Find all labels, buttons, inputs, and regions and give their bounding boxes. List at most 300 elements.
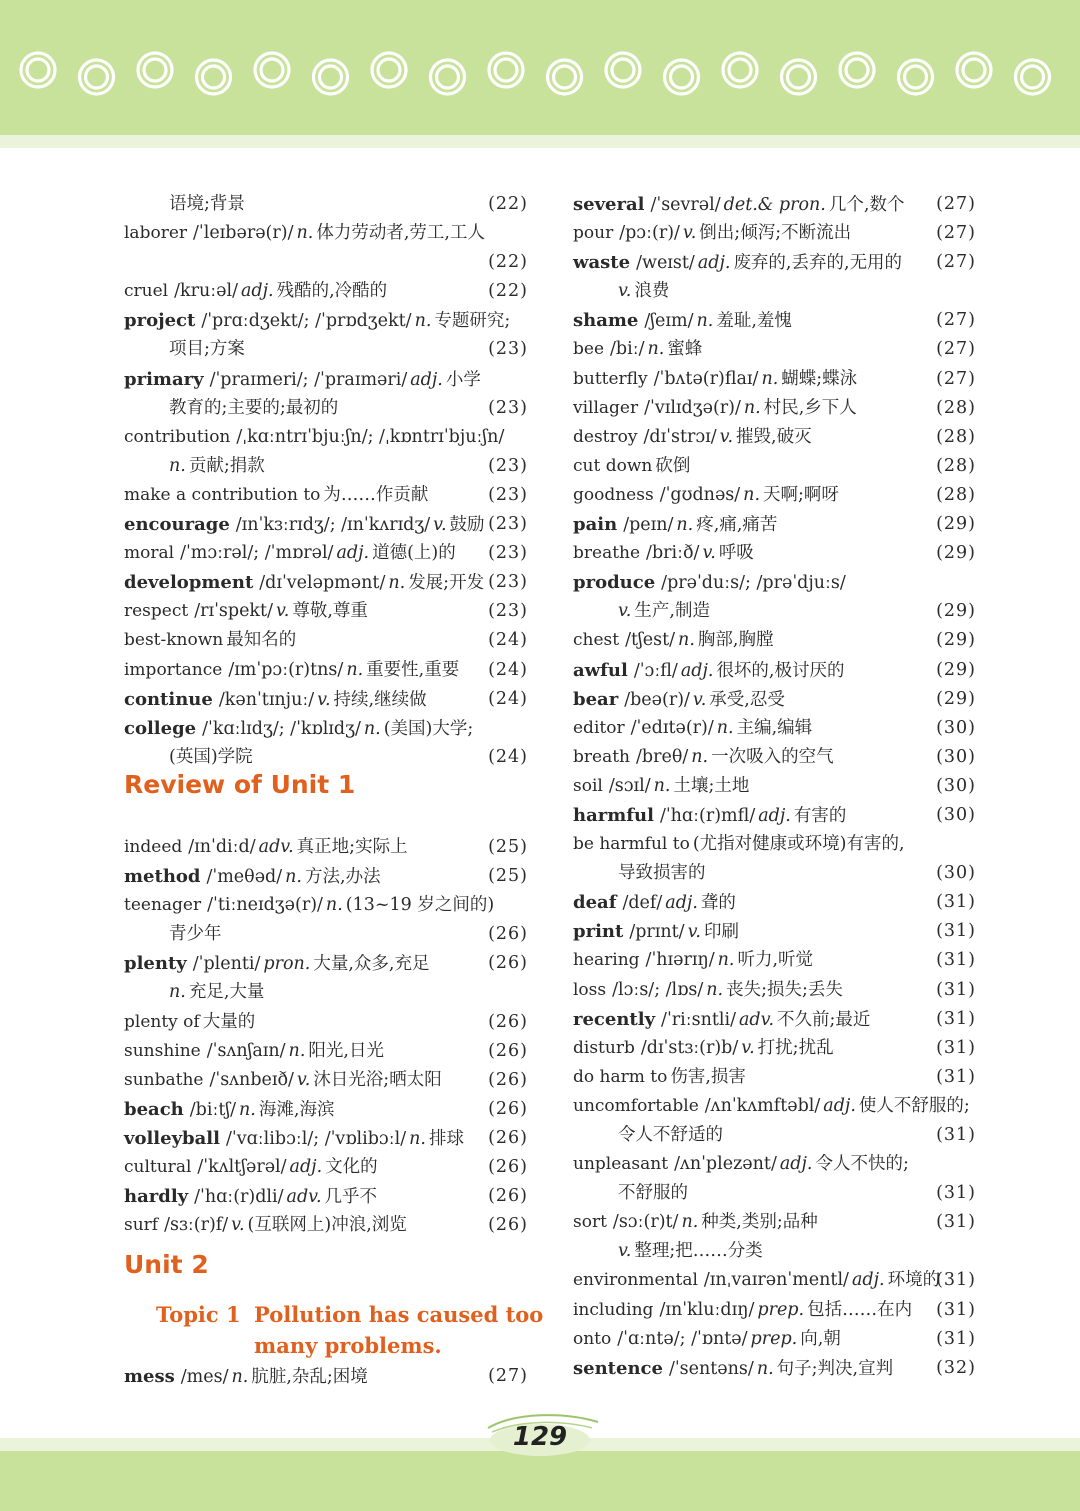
vocab-entry [124, 306, 528, 335]
vocab-entry [573, 510, 976, 539]
entry-part-of-speech: prep. [757, 1299, 805, 1320]
vocab-entry [573, 248, 976, 277]
entry-definition: 专题研究; [434, 311, 511, 332]
entry-definition: 发展;开发 [408, 573, 485, 594]
entry-definition: 摧毁,破灭 [736, 426, 812, 447]
entry-word: disturb [573, 1037, 635, 1058]
entry-continuation [124, 190, 528, 219]
entry-word: harmful [573, 804, 654, 826]
entry-word: recently [573, 1008, 656, 1030]
entry-definition: 教育的;主要的;最初的 [169, 397, 339, 418]
vocab-entry [573, 1208, 976, 1237]
entry-word: bee [573, 339, 605, 360]
entry-part-of-speech: v. [275, 601, 290, 622]
entry-page-ref: (31) [936, 1037, 976, 1058]
entry-definition: (13~19 岁之间的) [345, 895, 495, 916]
entry-word: primary [124, 368, 204, 390]
entry-word: pain [573, 514, 618, 536]
entry-word: continue [124, 688, 213, 710]
entry-page-ref: (31) [936, 1183, 976, 1204]
entry-word: sunbathe [124, 1069, 204, 1090]
entry-page-ref: (30) [936, 804, 976, 825]
vocab-entry [573, 1266, 976, 1295]
review-entries [124, 833, 528, 1240]
ring-ornament-icon [723, 53, 757, 87]
entry-page-ref: (30) [936, 746, 976, 767]
entry-definition: 砍倒 [655, 455, 691, 476]
entry-word: do harm to [573, 1066, 668, 1087]
entry-phonetic: /tʃest/ [625, 630, 676, 651]
entry-word: teenager [124, 895, 202, 916]
entry-definition: 体力劳动者,劳工,工人 [316, 223, 485, 244]
entry-part-of-speech: adj. [240, 281, 274, 302]
entry-definition: 浪费 [634, 281, 670, 302]
entry-page-ref: (22) [488, 252, 528, 273]
topic-label: Topic 1 [156, 1302, 241, 1327]
vocab-entry [124, 365, 528, 394]
entry-word: cultural [124, 1157, 192, 1178]
entry-definition: 种类,类别;品种 [701, 1212, 818, 1233]
entry-definition: 最知名的 [226, 630, 297, 651]
entry-page-ref: (26) [488, 1011, 528, 1032]
entry-continuation [124, 394, 528, 423]
vocab-entry [124, 1182, 528, 1211]
decorative-rings [0, 0, 1080, 135]
entry-phonetic: /ˈɔːfl/ [633, 660, 678, 681]
entry-definition: 语境;背景 [169, 194, 245, 214]
entry-page-ref: (27) [936, 310, 976, 331]
entry-page-ref: (27) [936, 194, 976, 214]
page-number: 129 [512, 1422, 568, 1452]
entry-continuation [124, 452, 528, 481]
entry-phonetic: /ˈhɑː(r)mfl/ [659, 805, 756, 826]
vocab-entry [573, 917, 976, 946]
entry-page-ref: (29) [936, 601, 976, 622]
entry-continuation [124, 743, 528, 772]
entry-page-ref: (28) [936, 484, 976, 505]
entry-page-ref: (31) [936, 979, 976, 1000]
entry-definition: 令人不舒适的 [618, 1125, 723, 1145]
entry-page-ref: (23) [488, 484, 528, 505]
entry-word: encourage [124, 514, 230, 536]
entry-part-of-speech: n. [285, 867, 302, 888]
entry-part-of-speech: n. [388, 573, 406, 594]
vocab-entry [124, 862, 528, 891]
entry-page-ref: (27) [488, 1366, 528, 1386]
entry-page-ref: (25) [488, 837, 528, 857]
entry-page-ref: (26) [488, 1127, 528, 1148]
entry-word: villager [573, 397, 639, 418]
entry-word: butterfly [573, 368, 648, 389]
vocab-entry [573, 190, 976, 219]
vocab-entry [124, 1066, 528, 1095]
entry-definition: 青少年 [169, 924, 222, 945]
entry-page-ref: (31) [936, 921, 976, 942]
entry-definition: 蜜蜂 [667, 339, 703, 360]
entry-definition: 几个,数个 [828, 195, 905, 215]
entry-continuation [124, 920, 528, 949]
entry-word: editor [573, 717, 625, 738]
vocab-entry [573, 976, 976, 1005]
vocab-entry [573, 1296, 976, 1325]
entry-part-of-speech: prep. [750, 1328, 798, 1349]
entry-page-ref: (31) [936, 1008, 976, 1029]
vocab-entry [573, 1063, 976, 1092]
entry-part-of-speech: n. [678, 630, 695, 651]
entry-page-ref: (27) [936, 223, 976, 244]
entry-word: onto [573, 1328, 612, 1349]
right-column [573, 190, 976, 1383]
ring-ornament-icon [21, 53, 55, 87]
entry-page-ref: (31) [936, 1328, 976, 1349]
vocab-entry [124, 626, 528, 655]
vocab-entry [573, 452, 976, 481]
entry-page-ref: (31) [936, 1212, 976, 1233]
entry-word: produce [573, 572, 656, 594]
entry-part-of-speech: n. [706, 979, 724, 1000]
entry-part-of-speech: n. [296, 223, 314, 244]
entry-page-ref: (28) [936, 426, 976, 447]
entry-phonetic: /ˈprɑːdʒekt/; /ˈprɒdʒekt/ [201, 311, 412, 332]
entry-page-ref: (22) [488, 194, 528, 214]
entry-definition: 方法,办法 [305, 867, 381, 888]
entry-phonetic: /briːð/ [646, 543, 700, 564]
entry-part-of-speech: n. [653, 775, 671, 796]
entry-page-ref: (31) [936, 1270, 976, 1291]
entry-phonetic: /ˈtiːneɪdʒə(r)/ [207, 895, 323, 916]
entry-word: be harmful to [573, 834, 690, 855]
entry-phonetic: /prɪnt/ [629, 922, 685, 943]
ring-ornament-icon [899, 60, 933, 94]
vocab-entry [573, 830, 976, 859]
entry-definition: 鼓励 [449, 515, 485, 536]
entry-page-ref: (26) [488, 1040, 528, 1061]
entry-continuation [573, 1237, 976, 1266]
entry-word: mess [124, 1366, 175, 1387]
entry-continuation [573, 1179, 976, 1208]
entry-word: soil [573, 775, 603, 796]
vocab-entry [124, 1008, 528, 1037]
entry-word: moral [124, 543, 175, 564]
entry-phonetic: /mes/ [180, 1367, 229, 1387]
entry-definition: (互联网上)冲浪,浏览 [247, 1215, 407, 1236]
entry-definition: 充足,大量 [188, 982, 265, 1003]
entry-part-of-speech: v. [433, 515, 447, 536]
entry-phonetic: /ʌnˈplezənt/ [674, 1154, 777, 1175]
entry-phonetic: /ˈmɔːrəl/; /ˈmɒrəl/ [180, 543, 334, 564]
entry-continuation [124, 978, 528, 1007]
entry-part-of-speech: n. [346, 659, 364, 680]
entry-part-of-speech: pron. [263, 954, 311, 975]
entry-part-of-speech: v. [618, 281, 632, 302]
vocab-entry [573, 626, 976, 655]
entry-continuation [573, 597, 976, 626]
unit2-entries [124, 1362, 528, 1391]
entry-word: breath [573, 746, 630, 767]
entry-page-ref: (26) [488, 1157, 528, 1178]
entry-word: indeed [124, 837, 183, 857]
entry-page-ref: (27) [936, 339, 976, 360]
entry-part-of-speech: adj. [665, 893, 698, 914]
entry-word: shame [573, 310, 639, 332]
entry-part-of-speech: n. [647, 339, 665, 360]
entry-page-ref: (28) [936, 455, 976, 476]
vocab-entry [124, 656, 528, 685]
vocab-entry [573, 685, 976, 714]
entry-definition: 真正地;实际上 [296, 837, 408, 857]
entry-definition: 听力,听觉 [737, 950, 814, 971]
entry-definition: 倒出;倾泻;不断流出 [699, 223, 852, 244]
vocab-list-unit1 [124, 190, 528, 772]
entry-phonetic: /biː/ [610, 339, 645, 360]
vocab-entry [573, 306, 976, 335]
entry-definition: 残酷的,冷酷的 [276, 281, 388, 302]
entry-definition: 打扰;扰乱 [757, 1037, 834, 1058]
entry-page-ref: (29) [936, 688, 976, 709]
ring-ornament-icon [431, 60, 465, 94]
entry-word: importance [124, 659, 223, 680]
entry-word: pour [573, 223, 614, 244]
entry-continuation [573, 1121, 976, 1150]
entry-phonetic: /ˈplenti/ [192, 954, 261, 975]
entry-part-of-speech: adv. [739, 1009, 775, 1030]
entry-word: breathe [573, 543, 641, 564]
entry-part-of-speech: n. [691, 746, 709, 767]
entry-definition: 废弃的,丢弃的,无用的 [733, 253, 903, 274]
entry-part-of-speech: adj. [697, 253, 731, 274]
entry-definition: 小学 [445, 369, 481, 390]
entry-phonetic: /ˈpraɪmeri/; /ˈpraɪməri/ [209, 369, 408, 390]
entry-phonetic: /ˈvɑːlibɔːl/; /ˈvɒlibɔːl/ [225, 1128, 407, 1149]
entry-part-of-speech: v. [317, 689, 331, 710]
vocab-entry [124, 891, 528, 920]
entry-word: cruel [124, 281, 169, 302]
entry-part-of-speech: adj. [336, 543, 370, 564]
entry-definition: 项目;方案 [169, 339, 245, 360]
entry-word: chest [573, 630, 620, 651]
entry-page-ref: (27) [936, 368, 976, 389]
vocab-entry [124, 539, 528, 568]
unit2-list [124, 1362, 528, 1391]
vocab-entry [573, 656, 976, 685]
entry-part-of-speech: v. [618, 601, 632, 622]
entry-definition: 疼,痛,痛苦 [696, 515, 778, 536]
vocab-entry [573, 801, 976, 830]
entry-word: destroy [573, 426, 638, 447]
entry-definition: 丧失;损失;丢失 [726, 979, 843, 1000]
entry-page-ref: (31) [936, 950, 976, 971]
entry-part-of-speech: n. [761, 368, 779, 389]
entry-part-of-speech: n. [288, 1040, 306, 1061]
entry-phonetic: /breθ/ [636, 746, 689, 767]
entry-part-of-speech: n. [743, 397, 761, 418]
entry-phonetic: /ˈsʌnbeɪð/ [209, 1069, 294, 1090]
entry-page-ref: (24) [488, 688, 528, 709]
entry-phonetic: /ɪmˈpɔː(r)tns/ [228, 659, 344, 680]
entry-part-of-speech: adv. [286, 1187, 322, 1208]
entry-part-of-speech: v. [687, 922, 701, 943]
ring-ornament-icon [548, 60, 582, 94]
entry-phonetic: /sɜː(r)f/ [164, 1215, 229, 1236]
entry-page-ref: (30) [936, 717, 976, 738]
ring-ornament-icon [957, 53, 991, 87]
entry-definition: 土壤;土地 [673, 775, 750, 796]
entry-word: uncomfortable [573, 1095, 699, 1116]
entry-word: awful [573, 659, 628, 681]
vocab-entry [124, 481, 528, 510]
entry-definition: 导致损害的 [618, 863, 706, 884]
ring-ornament-icon [80, 60, 114, 94]
vocab-entry [573, 1092, 976, 1121]
entry-phonetic: /biːtʃ/ [189, 1099, 237, 1120]
entry-phonetic: /ˈkɑːlɪdʒ/; /ˈkɒlɪdʒ/ [202, 718, 361, 739]
entry-definition: 有害的 [793, 805, 847, 826]
entry-definition: 沐日光浴;晒太阳 [313, 1069, 442, 1090]
entry-word: hardly [124, 1186, 189, 1208]
entry-page-ref: (24) [488, 746, 528, 767]
entry-definition: 承受,忍受 [709, 689, 785, 710]
entry-word: waste [573, 252, 631, 274]
entry-phonetic: /sɔː(r)t/ [612, 1212, 679, 1233]
entry-part-of-speech: n. [239, 1099, 256, 1120]
entry-phonetic: /pɔː(r)/ [619, 223, 680, 244]
entry-definition: 大量,众多,充足 [313, 954, 430, 975]
entry-word: print [573, 921, 624, 943]
vocab-entry [124, 1211, 528, 1240]
vocab-entry [573, 743, 976, 772]
vocab-entry [573, 219, 976, 248]
vocab-entry [124, 949, 528, 978]
entry-definition: (美国)大学; [383, 718, 474, 739]
entry-part-of-speech: n. [743, 484, 761, 505]
entry-phonetic: /ˈsevrəl/ [650, 195, 721, 215]
vocab-entry [124, 277, 528, 306]
entry-page-ref: (31) [936, 892, 976, 913]
entry-continuation [124, 335, 528, 364]
entry-part-of-speech: v. [618, 1241, 632, 1262]
entry-part-of-speech: n. [676, 515, 694, 536]
entry-definition: 一次吸入的空气 [711, 746, 834, 767]
entry-phonetic: /ˈɑːntə/; /ˈɒntə/ [617, 1328, 748, 1349]
entry-page-ref: (26) [488, 1186, 528, 1207]
ring-ornament-icon [782, 60, 816, 94]
entry-definition: 不久前;最近 [777, 1009, 871, 1030]
entry-phonetic: /dɪˈveləpmənt/ [259, 573, 386, 594]
entry-definition: 贡献;捐款 [188, 455, 265, 476]
entry-part-of-speech: v. [741, 1037, 755, 1058]
entry-word: laborer [124, 223, 188, 244]
entry-part-of-speech: n. [409, 1128, 426, 1149]
vocab-entry [573, 1034, 976, 1063]
entry-definition: 大量的 [202, 1011, 256, 1032]
vocab-entry [573, 394, 976, 423]
entry-definition: 聋的 [700, 893, 736, 914]
entry-phonetic: /ˈhɪərɪŋ/ [645, 950, 715, 971]
left-column [124, 190, 528, 772]
header-band-edge [0, 135, 1080, 148]
entry-phonetic: /ˈriːsntli/ [661, 1009, 736, 1030]
entry-phonetic: /ˈsentəns/ [668, 1358, 754, 1379]
entry-word: hearing [573, 950, 640, 971]
entry-phonetic: /ɪnˌvaɪrənˈmentl/ [703, 1270, 849, 1291]
entry-phonetic: /ˈbʌtə(r)flaɪ/ [653, 368, 759, 389]
ring-ornament-icon [1016, 60, 1050, 94]
entry-page-ref: (29) [936, 659, 976, 680]
vocab-entry [573, 481, 976, 510]
entry-part-of-speech: n. [696, 311, 714, 332]
entry-word: several [573, 194, 645, 215]
entry-page-ref: (29) [936, 514, 976, 535]
entry-definition: 向,朝 [800, 1328, 841, 1349]
entry-part-of-speech: n. [756, 1358, 774, 1379]
vocab-entry [573, 568, 976, 597]
ring-ornament-icon [489, 53, 523, 87]
entry-definition: 蝴蝶;蝶泳 [781, 368, 858, 389]
vocab-entry [124, 1362, 528, 1391]
entry-part-of-speech: n. [363, 718, 381, 739]
entry-page-ref: (23) [488, 601, 528, 622]
entry-part-of-speech: n. [169, 982, 186, 1003]
entry-definition: 印刷 [703, 922, 739, 943]
entry-definition: 羞耻,羞愧 [716, 311, 792, 332]
entry-part-of-speech: v. [692, 689, 707, 710]
entry-word: plenty of [124, 1011, 200, 1032]
entry-page-ref: (26) [488, 1215, 528, 1236]
vocab-entry [124, 423, 528, 452]
entry-part-of-speech: adj. [851, 1270, 885, 1291]
entry-word: goodness [573, 484, 654, 505]
entry-continuation [573, 277, 976, 306]
vocab-entry [124, 1153, 528, 1182]
entry-page-ref: (26) [488, 1098, 528, 1119]
entry-page-ref: (26) [488, 953, 528, 974]
entry-page-ref: (31) [936, 1125, 976, 1145]
entry-part-of-speech: det.& pron. [723, 195, 826, 215]
entry-word: college [124, 717, 197, 739]
entry-phonetic: /kruːəl/ [174, 281, 238, 302]
entry-page-ref: (29) [936, 543, 976, 564]
entry-part-of-speech: v. [231, 1215, 245, 1236]
entry-page-ref: (27) [936, 252, 976, 273]
entry-definition: 重要性,重要 [366, 659, 460, 680]
entry-definition: 环境的 [887, 1270, 941, 1291]
review-list [124, 833, 528, 1240]
entry-definition: 使人不舒服的; [858, 1095, 970, 1116]
entry-phonetic: /prəˈduːs/; /prəˈdjuːs/ [661, 573, 846, 594]
entry-phonetic: /beə(r)/ [624, 689, 690, 710]
entry-word: including [573, 1299, 654, 1320]
entry-definition: 尊敬,尊重 [292, 601, 368, 622]
vocab-entry [124, 1095, 528, 1124]
entry-phonetic: /ˈedɪtə(r)/ [630, 717, 714, 738]
entry-definition: (英国)学院 [169, 746, 253, 767]
entry-phonetic: /sɔɪl/ [608, 775, 651, 796]
entry-word: plenty [124, 953, 187, 975]
entry-page-ref: (23) [488, 339, 528, 360]
entry-part-of-speech: adj. [410, 369, 443, 390]
ring-ornament-icon [255, 53, 289, 87]
entry-phonetic: /ˌkɑːntrɪˈbjuːʃn/; /ˌkɒntrɪˈbjuːʃn/ [236, 426, 505, 447]
entry-part-of-speech: adj. [758, 805, 791, 826]
entry-part-of-speech: n. [681, 1212, 699, 1233]
entry-phonetic: /def/ [622, 893, 663, 914]
entry-part-of-speech: n. [414, 311, 432, 332]
entry-definition: 很坏的,极讨厌的 [716, 660, 845, 681]
entry-part-of-speech: adj. [779, 1154, 813, 1175]
entry-part-of-speech: v. [719, 426, 734, 447]
ring-ornament-icon [314, 60, 348, 94]
entry-word: sentence [573, 1357, 663, 1379]
